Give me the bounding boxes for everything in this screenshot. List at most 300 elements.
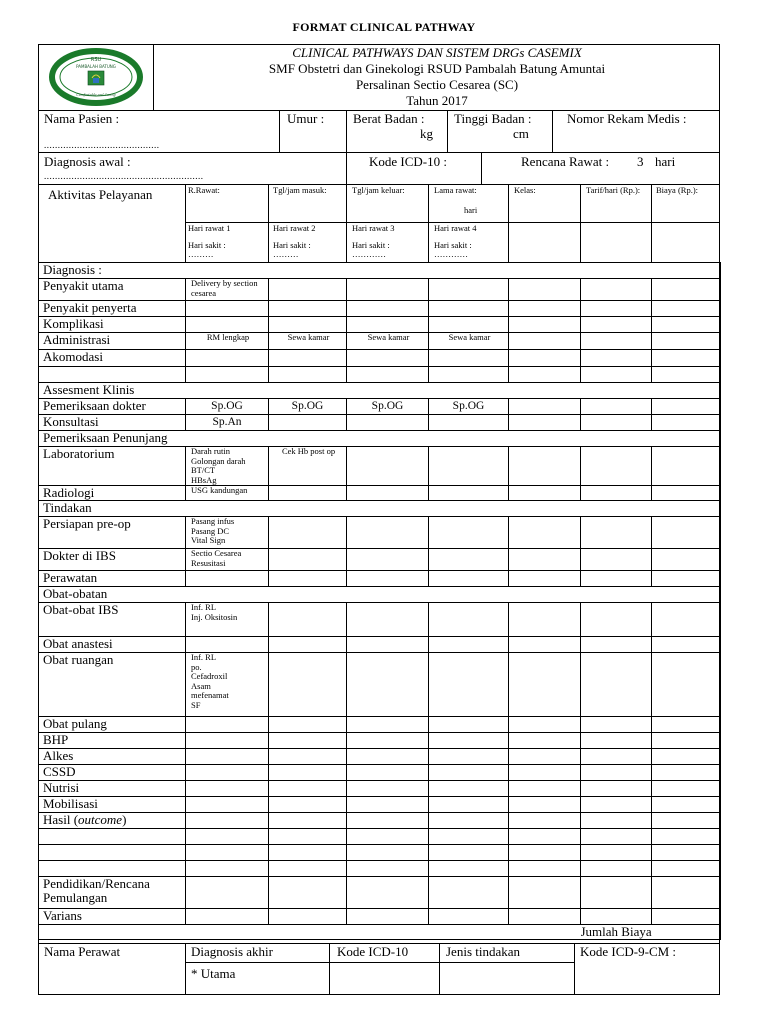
pathway-cell-admin-d3[interactable]: Sewa kamar [347,333,429,350]
pathway-cell[interactable] [347,717,429,733]
pathway-cell[interactable] [186,749,269,765]
pathway-cell[interactable] [509,317,581,333]
pathway-cell[interactable] [509,517,581,549]
pathway-cell[interactable] [347,350,429,367]
pathway-cell[interactable] [186,717,269,733]
table-row [39,317,721,333]
pathway-cell-konsultasi-d1[interactable]: Sp.An [186,415,269,431]
table-row [39,279,721,301]
pathway-cell[interactable] [186,877,269,909]
pathway-cell[interactable] [509,749,581,765]
pathway-cell[interactable] [509,797,581,813]
pathway-cell[interactable] [347,317,429,333]
row-label-konsultasi: Konsultasi [39,415,186,431]
pathway-cell[interactable] [186,845,269,861]
kelas-label: Kelas: [514,185,536,195]
pathway-cell[interactable] [509,279,581,301]
pathway-cell-obat-ruangan-d1[interactable]: Inf. RL po. Cefadroxil Asam mefenamat SF [186,653,269,717]
pathway-cell[interactable] [269,877,347,909]
pathway-cell[interactable] [581,333,652,350]
pathway-cell[interactable] [581,653,652,717]
pathway-cell-pd-d3[interactable]: Sp.OG [347,399,429,415]
pathway-cell[interactable] [347,279,429,301]
pathway-cell[interactable] [581,603,652,637]
pathway-cell[interactable] [186,571,269,587]
divider [329,943,330,995]
pathway-cell[interactable] [652,517,721,549]
pathway-cell[interactable] [509,301,581,317]
pathway-cell[interactable] [581,733,652,749]
row-label-perawatan: Perawatan [39,571,186,587]
pathway-cell-admin-d2[interactable]: Sewa kamar [269,333,347,350]
pathway-cell[interactable] [652,637,721,653]
table-row [39,845,721,861]
pathway-cell[interactable] [581,279,652,301]
hari-sakit-3-dots[interactable]: ………… [352,249,386,259]
pathway-cell[interactable] [652,653,721,717]
header-line-2: SMF Obstetri dan Ginekologi RSUD Pambalah Batung Amuntai [268,61,606,76]
hari-sakit-4: Hari sakit : [434,240,472,250]
aktivitas-pelayanan-label: Aktivitas Pelayanan [48,187,153,202]
pathway-cell[interactable] [581,549,652,571]
pathway-cell[interactable] [509,367,581,383]
form-header [38,44,720,111]
pathway-cell[interactable] [652,571,721,587]
row-label-varians: Varians [39,909,186,925]
pathway-cell[interactable] [347,517,429,549]
row-label-akomodasi: Akomodasi [39,350,186,367]
divider [552,111,553,152]
row-label-penyakit-utama: Penyakit utama [39,279,186,301]
pathway-cell[interactable] [429,517,509,549]
pathway-cell[interactable] [581,517,652,549]
pathway-cell[interactable] [429,829,509,845]
pathway-cell-dokter-ibs-d1[interactable]: Sectio Cesarea Resusitasi [186,549,269,571]
hari-sakit-2: Hari sakit : [273,240,311,250]
row-label-administrasi: Administrasi [39,333,186,350]
pathway-cell[interactable] [652,733,721,749]
divider [481,152,482,184]
pathway-cell[interactable] [652,549,721,571]
pathway-cell[interactable] [269,517,347,549]
pathway-cell[interactable] [581,717,652,733]
table-row [39,367,721,383]
pathway-cell[interactable] [652,749,721,765]
pathway-cell[interactable] [347,486,429,501]
divider [38,152,720,153]
pathway-cell-obat-ibs-d1[interactable]: Inf. RL Inj. Oksitosin [186,603,269,637]
pathway-cell[interactable] [429,301,509,317]
pathway-cell[interactable] [269,350,347,367]
table-row [39,263,721,279]
pathway-cell[interactable] [269,861,347,877]
pathway-cell[interactable] [429,749,509,765]
hasil-outcome: outcome [78,812,123,827]
table-row [39,350,721,367]
svg-text:RSU: RSU [90,57,102,63]
pathway-cell[interactable] [652,399,721,415]
pathway-cell[interactable] [652,861,721,877]
pathway-cell[interactable] [429,909,509,925]
row-label-pemeriksaan-dokter: Pemeriksaan dokter [39,399,186,415]
divider [346,184,347,262]
hari-rawat-1: Hari rawat 1 [188,223,231,233]
pathway-cell[interactable] [652,333,721,350]
pathway-cell-penyakit-utama-d1[interactable]: Delivery by section cesarea [186,279,269,301]
hari-sakit-2-dots[interactable]: ……… [273,249,299,259]
pathway-cell[interactable] [652,486,721,501]
pathway-cell[interactable] [186,813,269,829]
pathway-cell[interactable] [269,797,347,813]
pathway-cell[interactable] [429,845,509,861]
pathway-cell-admin-d4[interactable]: Sewa kamar [429,333,509,350]
pathway-cell[interactable] [581,797,652,813]
pathway-cell[interactable] [186,350,269,367]
kode-icd10-label: Kode ICD-10 [337,944,409,959]
pathway-cell[interactable] [652,603,721,637]
pathway-cell[interactable] [509,549,581,571]
pathway-cell[interactable] [581,317,652,333]
pathway-cell[interactable] [581,813,652,829]
pathway-cell[interactable] [269,415,347,431]
kode-icd9-label: Kode ICD-9-CM : [580,944,677,959]
pathway-cell-radiologi-d1[interactable]: USG kandungan [186,486,269,501]
tinggi-badan-label: Tinggi Badan : [454,111,532,126]
pathway-cell-lab-d2[interactable]: Cek Hb post op [269,447,347,486]
pathway-cell[interactable] [509,350,581,367]
table-row [39,447,721,486]
pathway-cell[interactable] [509,877,581,909]
pathway-cell[interactable] [429,653,509,717]
hari-sakit-1-dots[interactable]: ……… [188,249,214,259]
pathway-cell[interactable] [269,733,347,749]
pathway-cell[interactable] [509,909,581,925]
pathway-cell[interactable] [347,813,429,829]
pathway-cell[interactable] [347,653,429,717]
pathway-cell[interactable] [269,571,347,587]
pathway-cell[interactable] [347,415,429,431]
row-label-cssd: CSSD [39,765,186,781]
pathway-cell[interactable] [581,350,652,367]
pathway-cell-pd-d4[interactable]: Sp.OG [429,399,509,415]
pathway-cell[interactable] [186,909,269,925]
pathway-cell[interactable] [509,765,581,781]
lama-rawat-unit: hari [464,205,478,215]
pathway-cell[interactable] [581,447,652,486]
pathway-cell[interactable] [429,717,509,733]
pathway-cell[interactable] [429,415,509,431]
hospital-logo [48,48,144,106]
pathway-cell[interactable] [347,877,429,909]
divider [447,111,448,152]
pathway-cell[interactable] [186,781,269,797]
pathway-cell[interactable] [347,829,429,845]
pathway-cell[interactable] [269,749,347,765]
pathway-cell[interactable] [581,486,652,501]
pathway-cell[interactable] [347,571,429,587]
table-row [39,765,721,781]
pathway-cell[interactable] [509,653,581,717]
pathway-cell[interactable] [429,317,509,333]
divider [346,111,347,184]
pathway-cell[interactable] [581,637,652,653]
pathway-cell[interactable] [429,813,509,829]
table-row [39,749,721,765]
pathway-cell[interactable] [652,317,721,333]
pathway-cell[interactable] [269,829,347,845]
biaya-label: Biaya (Rp.): [656,185,699,195]
pathway-cell[interactable] [652,765,721,781]
row-label-empty [39,367,186,383]
pathway-cell[interactable] [269,486,347,501]
pathway-cell[interactable] [429,733,509,749]
pathway-cell[interactable] [581,765,652,781]
pathway-cell[interactable] [652,367,721,383]
row-label-empty [39,861,186,877]
row-label-tindakan: Tindakan [39,501,721,517]
row-label-bhp: BHP [39,733,186,749]
table-row [39,399,721,415]
svg-text:PAMBALAH BATUNG: PAMBALAH BATUNG [76,64,116,69]
table-row [39,717,721,733]
pathway-cell[interactable] [509,717,581,733]
pathway-cell[interactable] [347,797,429,813]
table-row [39,415,721,431]
table-row [39,571,721,587]
pathway-cell[interactable] [652,909,721,925]
pathway-cell[interactable] [581,301,652,317]
pathway-cell[interactable] [347,549,429,571]
row-label-pendidikan: Pendidikan/Rencana Pemulangan [39,877,186,909]
pathway-cell[interactable] [347,749,429,765]
pathway-cell[interactable] [269,717,347,733]
pathway-cell[interactable] [509,813,581,829]
pathway-cell[interactable] [509,415,581,431]
berat-badan-unit: kg [420,126,433,141]
pathway-cell[interactable] [186,367,269,383]
pathway-cell[interactable] [429,603,509,637]
pathway-cell[interactable] [429,781,509,797]
jenis-tindakan-label: Jenis tindakan [446,944,521,959]
pathway-cell[interactable] [581,367,652,383]
pathway-cell[interactable] [186,861,269,877]
pathway-cell[interactable] [429,797,509,813]
jumlah-biaya-spacer [39,925,581,940]
pathway-cell[interactable] [186,733,269,749]
table-row [39,925,721,940]
table-row [39,829,721,845]
nama-perawat-label: Nama Perawat [44,944,121,959]
pathway-cell[interactable] [652,350,721,367]
pathway-cell[interactable] [429,486,509,501]
hasil-label: Hasil ( [43,812,79,827]
row-label-empty [39,845,186,861]
pathway-cell[interactable] [581,829,652,845]
nama-pasien-field[interactable]: .......................................... [44,140,160,150]
pathway-cell-admin-d1[interactable]: RM lengkap [186,333,269,350]
r-rawat-label: R.Rawat: [188,185,220,195]
pathway-cell[interactable] [652,845,721,861]
pathway-cell[interactable] [347,845,429,861]
pathway-cell[interactable] [429,637,509,653]
pathway-cell[interactable] [509,603,581,637]
row-label-laboratorium: Laboratorium [39,447,186,486]
diagnosis-awal-field[interactable]: .......................................................... [44,171,204,181]
pathway-cell[interactable] [269,317,347,333]
table-row [39,549,721,571]
divider [508,184,509,262]
divider [439,943,440,995]
tarif-label: Tarif/hari (Rp.): [586,185,641,195]
table-row [39,797,721,813]
divider [268,184,269,262]
pathway-cell[interactable] [269,603,347,637]
pathway-cell[interactable] [581,749,652,765]
pathway-cell[interactable] [347,781,429,797]
pathway-cell[interactable] [509,845,581,861]
pathway-cell[interactable] [269,781,347,797]
pathway-cell-persiapan-d1[interactable]: Pasang infus Pasang DC Vital Sign [186,517,269,549]
pathway-cell[interactable] [509,637,581,653]
pathway-cell[interactable] [429,765,509,781]
table-row [39,383,721,399]
pathway-cell[interactable] [347,861,429,877]
pathway-cell[interactable] [509,861,581,877]
pathway-cell[interactable] [347,603,429,637]
pathway-cell[interactable] [509,829,581,845]
pathway-cell-lab-d1[interactable]: Darah rutin Golongan darah BT/CT HBsAg [186,447,269,486]
row-label-penyakit-penyerta: Penyakit penyerta [39,301,186,317]
pathway-cell[interactable] [652,279,721,301]
divider [185,943,186,995]
pathway-cell[interactable] [269,813,347,829]
pathway-cell[interactable] [509,733,581,749]
pathway-cell[interactable] [429,279,509,301]
table-row [39,587,721,603]
pathway-cell[interactable] [652,829,721,845]
hari-sakit-4-dots[interactable]: ………… [434,249,468,259]
berat-badan-label: Berat Badan : [353,111,425,126]
pathway-cell[interactable] [269,367,347,383]
pathway-cell[interactable] [269,279,347,301]
rencana-rawat-unit: hari [655,154,676,169]
divider [185,184,186,262]
pathway-cell[interactable] [652,415,721,431]
pathway-cell[interactable] [269,301,347,317]
pathway-cell[interactable] [429,571,509,587]
pathway-cell[interactable] [652,447,721,486]
rencana-rawat-label: Rencana Rawat : [521,154,610,169]
pathway-cell[interactable] [581,909,652,925]
header-line-3: Persalinan Sectio Cesarea (SC) [355,77,519,92]
row-label-mobilisasi: Mobilisasi [39,797,186,813]
pathway-table [38,262,721,940]
pathway-cell[interactable] [509,571,581,587]
pathway-cell[interactable] [652,781,721,797]
pathway-cell[interactable] [269,637,347,653]
hari-sakit-3: Hari sakit : [352,240,390,250]
pathway-cell[interactable] [581,571,652,587]
pathway-cell[interactable] [581,781,652,797]
row-label-obat-pulang: Obat pulang [39,717,186,733]
pathway-cell[interactable] [347,447,429,486]
table-row [39,486,721,501]
pathway-cell[interactable] [186,829,269,845]
row-label-obat-anastesi: Obat anastesi [39,637,186,653]
umur-label: Umur : [287,111,325,126]
pathway-cell[interactable] [429,861,509,877]
pathway-cell[interactable] [186,797,269,813]
pathway-cell[interactable] [347,301,429,317]
table-row [39,653,721,717]
pathway-cell[interactable] [347,909,429,925]
pathway-cell[interactable] [581,861,652,877]
pathway-cell[interactable] [429,549,509,571]
pathway-cell[interactable] [581,399,652,415]
pathway-cell[interactable] [269,765,347,781]
page-title: FORMAT CLINICAL PATHWAY [292,20,476,34]
pathway-cell[interactable] [269,845,347,861]
pathway-cell[interactable] [347,637,429,653]
pathway-cell[interactable] [269,653,347,717]
pathway-cell-pd-d2[interactable]: Sp.OG [269,399,347,415]
table-row [39,877,721,909]
pathway-cell[interactable] [429,350,509,367]
logo-cell [38,44,154,111]
pathway-cell[interactable] [652,877,721,909]
pathway-cell[interactable] [347,733,429,749]
hasil-end: ) [122,812,127,827]
table-row [39,333,721,350]
pathway-cell[interactable] [652,797,721,813]
pathway-cell[interactable] [347,367,429,383]
row-label-alkes: Alkes [39,749,186,765]
pathway-cell[interactable] [509,399,581,415]
pathway-cell[interactable] [652,813,721,829]
pathway-cell[interactable] [581,415,652,431]
row-label-obat-ruangan: Obat ruangan [39,653,186,717]
pathway-cell[interactable] [429,877,509,909]
table-row [39,431,721,447]
pathway-cell[interactable] [509,486,581,501]
pathway-cell[interactable] [269,909,347,925]
divider [574,943,575,995]
pathway-cell[interactable] [652,301,721,317]
pathway-cell[interactable] [509,447,581,486]
pathway-cell[interactable] [509,781,581,797]
pathway-cell[interactable] [652,717,721,733]
pathway-cell[interactable] [186,317,269,333]
table-row [39,301,721,317]
pathway-cell[interactable] [429,367,509,383]
pathway-cell[interactable] [509,333,581,350]
utama-label: * Utama [191,966,236,981]
row-label-nutrisi: Nutrisi [39,781,186,797]
table-row [39,813,721,829]
pathway-cell[interactable] [429,447,509,486]
pathway-cell[interactable] [581,845,652,861]
pathway-cell-pd-d1[interactable]: Sp.OG [186,399,269,415]
pathway-cell[interactable] [186,637,269,653]
row-label-hasil [39,813,186,829]
pathway-cell[interactable] [186,301,269,317]
pathway-cell[interactable] [186,765,269,781]
pathway-cell[interactable] [581,877,652,909]
pathway-cell[interactable] [269,549,347,571]
row-label-radiologi: Radiologi [39,486,186,501]
rekam-medis-label: Nomor Rekam Medis : [567,111,687,126]
pathway-cell[interactable] [347,765,429,781]
